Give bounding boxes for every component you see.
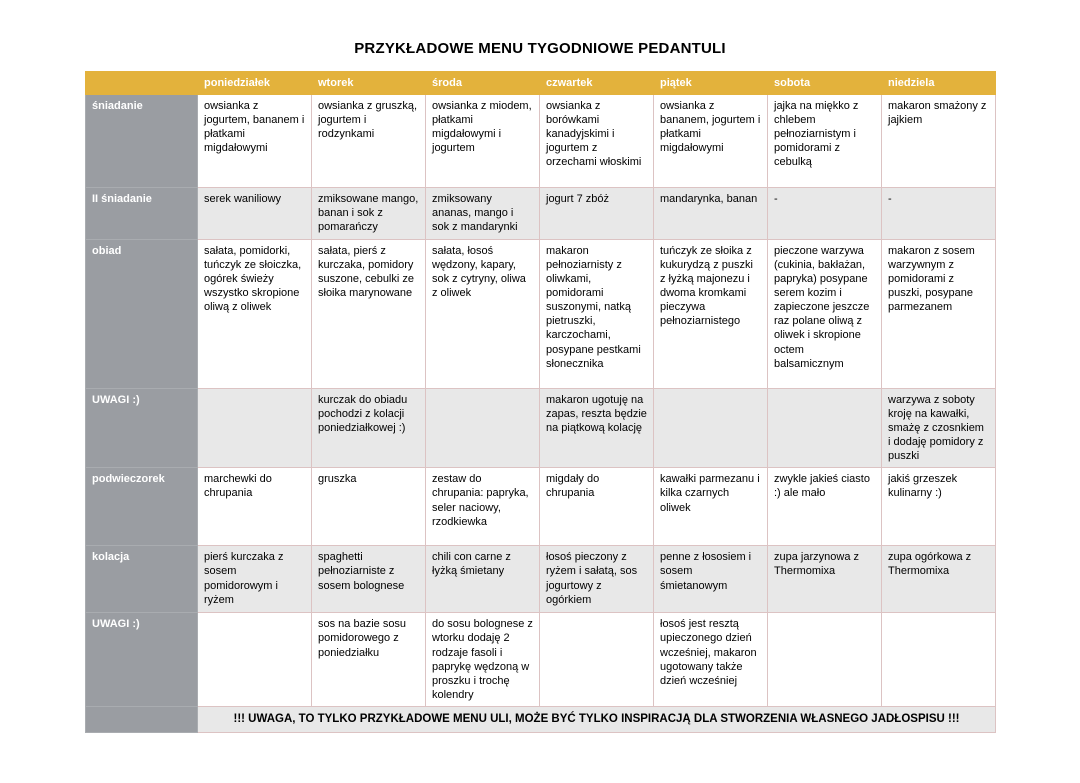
menu-cell: [654, 389, 768, 468]
menu-cell: pieczone warzywa (cukinia, bakłażan, papryka) posypane serem kozim i zapieczone jeszcze raz polane oliwą z oliwek i skropione octem balsamicznym: [768, 240, 882, 389]
menu-row-3: [86, 240, 996, 389]
row-label: obiad: [86, 240, 198, 389]
menu-cell: spaghetti pełnoziarniste z sosem bolognese: [312, 546, 426, 613]
menu-cell: łosoś jest resztą upieczonego dzień wcześniej, makaron ugotowany także dzień wcześniej: [654, 613, 768, 706]
table-footer-row: [86, 706, 996, 732]
menu-cell: sos na bazie sosu pomidorowego z poniedziałku: [312, 613, 426, 706]
menu-cell: zmiksowane mango, banan i sok z pomarańczy: [312, 188, 426, 240]
menu-cell: pierś kurczaka z sosem pomidorowym i ryżem: [198, 546, 312, 613]
day-header-1: poniedziałek: [198, 72, 312, 95]
menu-cell: do sosu bolognese z wtorku dodaję 2 rodzaje fasoli i paprykę wędzoną w proszku i trochę kolendry: [426, 613, 540, 706]
row-label: II śniadanie: [86, 188, 198, 240]
row-label: śniadanie: [86, 95, 198, 188]
menu-cell: [882, 613, 996, 706]
menu-cell: gruszka: [312, 468, 426, 546]
menu-cell: serek waniliowy: [198, 188, 312, 240]
menu-row-7: [86, 613, 996, 706]
menu-cell: chili con carne z łyżką śmietany: [426, 546, 540, 613]
row-label: podwieczorek: [86, 468, 198, 546]
menu-cell: owsianka z gruszką, jogurtem i rodzynkami: [312, 95, 426, 188]
menu-cell: [198, 389, 312, 468]
table-header-row: [86, 72, 996, 95]
menu-cell: [768, 613, 882, 706]
menu-cell: zupa jarzynowa z Thermomixa: [768, 546, 882, 613]
menu-cell: makaron z sosem warzywnym z pomidorami z puszki, posypane parmezanem: [882, 240, 996, 389]
menu-cell: owsianka z jogurtem, bananem i płatkami migdałowymi: [198, 95, 312, 188]
menu-cell: migdały do chrupania: [540, 468, 654, 546]
menu-cell: [198, 613, 312, 706]
menu-cell: [426, 389, 540, 468]
menu-row-4: [86, 389, 996, 468]
menu-cell: owsianka z bananem, jogurtem i płatkami migdałowymi: [654, 95, 768, 188]
menu-cell: [768, 389, 882, 468]
menu-cell: owsianka z borówkami kanadyjskimi i jogurtem z orzechami włoskimi: [540, 95, 654, 188]
menu-cell: warzywa z soboty kroję na kawałki, smażę z czosnkiem i dodaję pomidory z puszki: [882, 389, 996, 468]
menu-cell: zmiksowany ananas, mango i sok z mandarynki: [426, 188, 540, 240]
menu-cell: makaron ugotuję na zapas, reszta będzie na piątkową kolację: [540, 389, 654, 468]
menu-cell: jakiś grzeszek kulinarny :): [882, 468, 996, 546]
weekly-menu-table: [85, 71, 996, 733]
menu-cell: zwykle jakieś ciasto :) ale mało: [768, 468, 882, 546]
menu-cell: mandarynka, banan: [654, 188, 768, 240]
row-label: kolacja: [86, 546, 198, 613]
menu-cell: penne z łososiem i sosem śmietanowym: [654, 546, 768, 613]
menu-cell: zupa ogórkowa z Thermomixa: [882, 546, 996, 613]
menu-row-6: [86, 546, 996, 613]
table-body: [86, 95, 996, 707]
footer-note: !!! UWAGA, TO TYLKO PRZYKŁADOWE MENU ULI, MOŻE BYĆ TYLKO INSPIRACJĄ DLA STWORZENIA WŁASNEGO JADŁOSPISU !!!: [198, 706, 996, 732]
menu-row-5: [86, 468, 996, 546]
day-header-4: czwartek: [540, 72, 654, 95]
menu-cell: zestaw do chrupania: papryka, seler naciowy, rzodkiewka: [426, 468, 540, 546]
menu-cell: sałata, pomidorki, tuńczyk ze słoiczka, ogórek świeży wszystko skropione oliwą z oliwek: [198, 240, 312, 389]
day-header-7: niedziela: [882, 72, 996, 95]
row-label: UWAGI :): [86, 613, 198, 706]
menu-cell: jogurt 7 zbóż: [540, 188, 654, 240]
menu-cell: sałata, łosoś wędzony, kapary, sok z cytryny, oliwa z oliwek: [426, 240, 540, 389]
menu-cell: -: [882, 188, 996, 240]
corner-cell: [86, 72, 198, 95]
page-title: PRZYKŁADOWE MENU TYGODNIOWE PEDANTULI: [354, 40, 726, 57]
menu-row-2: [86, 188, 996, 240]
menu-cell: sałata, pierś z kurczaka, pomidory suszone, cebulki ze słoika marynowane: [312, 240, 426, 389]
menu-cell: -: [768, 188, 882, 240]
menu-cell: kurczak do obiadu pochodzi z kolacji poniedziałkowej :): [312, 389, 426, 468]
menu-cell: makaron pełnoziarnisty z oliwkami, pomidorami suszonymi, natką pietruszki, karczochami, posypane pestkami słonecznika: [540, 240, 654, 389]
menu-cell: jajka na miękko z chlebem pełnoziarnistym i pomidorami z cebulką: [768, 95, 882, 188]
menu-cell: kawałki parmezanu i kilka czarnych oliwek: [654, 468, 768, 546]
day-header-6: sobota: [768, 72, 882, 95]
menu-cell: [540, 613, 654, 706]
menu-cell: łosoś pieczony z ryżem i sałatą, sos jogurtowy z ogórkiem: [540, 546, 654, 613]
menu-cell: makaron smażony z jajkiem: [882, 95, 996, 188]
footer-label-cell: [86, 706, 198, 732]
menu-cell: tuńczyk ze słoika z kukurydzą z puszki z łyżką majonezu i dwoma kromkami pieczywa pełnoziarnistego: [654, 240, 768, 389]
row-label: UWAGI :): [86, 389, 198, 468]
menu-cell: marchewki do chrupania: [198, 468, 312, 546]
menu-cell: owsianka z miodem, płatkami migdałowymi i jogurtem: [426, 95, 540, 188]
menu-row-1: [86, 95, 996, 188]
day-header-2: wtorek: [312, 72, 426, 95]
day-header-3: środa: [426, 72, 540, 95]
day-header-5: piątek: [654, 72, 768, 95]
